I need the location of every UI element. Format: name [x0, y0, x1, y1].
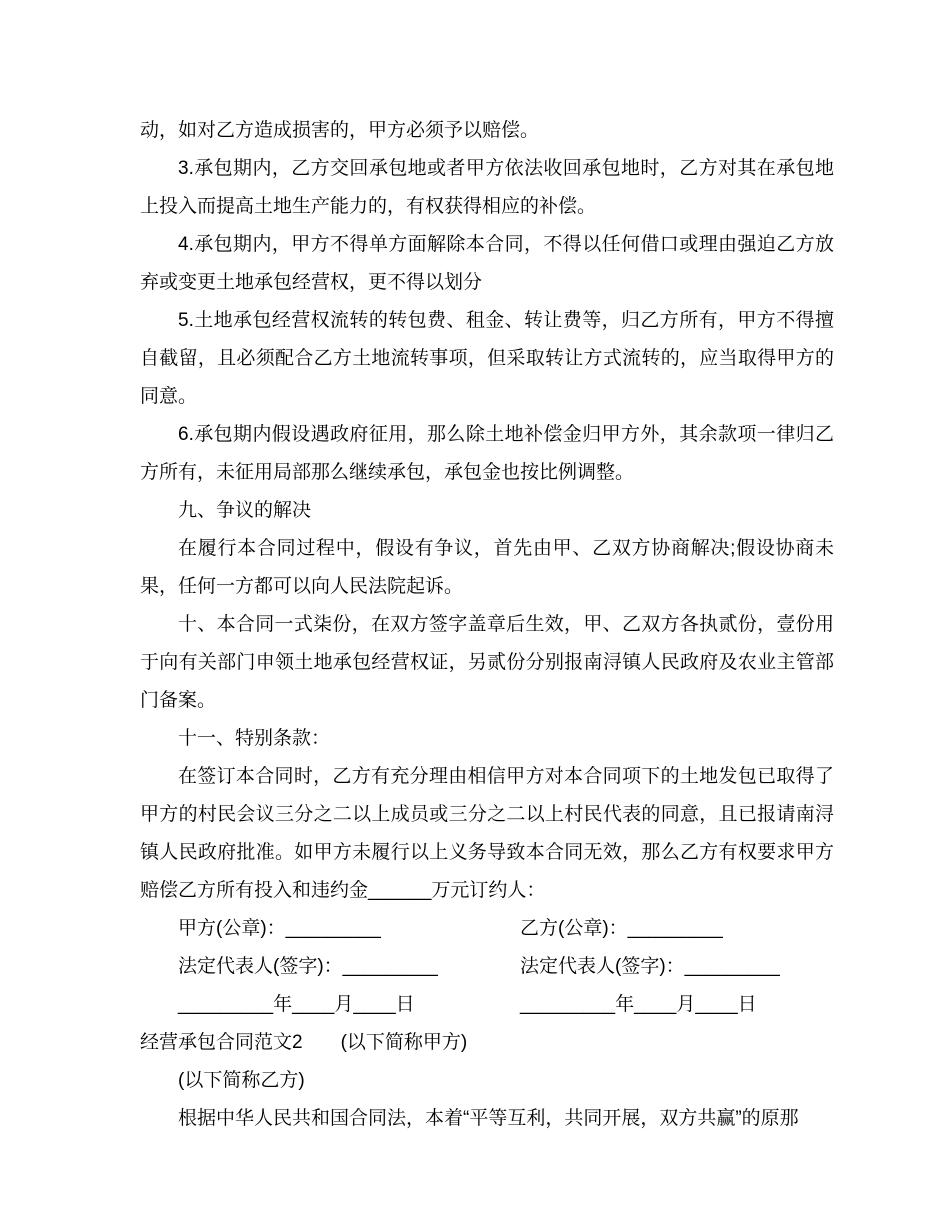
- template-2-title: 经营承包合同范文2 (以下简称甲方): [140, 1032, 468, 1053]
- section-9-heading: 九、争议的解决: [178, 500, 312, 521]
- party-b-alias: (以下简称乙方): [178, 1070, 305, 1091]
- section-11-heading: 十一、特别条款：: [178, 728, 331, 749]
- template-2-opening: 根据中华人民共和国合同法，本着“平等互利，共同开展，双方共赢”的原那: [178, 1108, 799, 1129]
- party-b-date-line: _________年____月____日: [520, 994, 757, 1015]
- paragraph-continuation: 动，如对乙方造成损害的，甲方必须予以赔偿。: [140, 120, 540, 141]
- clause-6: 6.承包期内假设遇政府征用，那么除土地补偿金归甲方外，其余款项一律归乙方所有，未征用局部那么继续承包，承包金也按比例调整。: [140, 424, 834, 483]
- party-a-date-line: _________年____月____日: [178, 994, 415, 1015]
- party-b-seal-line: 乙方(公章)：_________: [520, 918, 723, 939]
- clause-4: 4.承包期内，甲方不得单方面解除本合同，不得以任何借口或理由强迫乙方放弃或变更土地承包经营权，更不得以划分: [140, 234, 834, 293]
- signature-row-date: [140, 986, 834, 1024]
- party-a-representative-line: 法定代表人(签字)：_________: [178, 956, 438, 977]
- section-10-body: 十、本合同一式柒份，在双方签字盖章后生效，甲、乙双方各执贰份，壹份用于向有关部门申领土地承包经营权证，另贰份分别报南浔镇人民政府及农业主管部门备案。: [140, 614, 834, 711]
- party-a-seal-line: 甲方(公章)：_________: [178, 918, 381, 939]
- clause-5: 5.土地承包经营权流转的转包费、租金、转让费等，归乙方所有，甲方不得擅自截留，且必须配合乙方土地流转事项，但采取转让方式流转的，应当取得甲方的同意。: [140, 310, 834, 407]
- section-9-body: 在履行本合同过程中，假设有争议，首先由甲、乙双方协商解决;假设协商未果，任何一方都可以向人民法院起诉。: [140, 538, 834, 597]
- signature-row-seal: [140, 910, 834, 948]
- signature-row-representative: [140, 948, 834, 986]
- party-b-representative-line: 法定代表人(签字)：_________: [520, 956, 780, 977]
- section-11-body: 在签订本合同时，乙方有充分理由相信甲方对本合同项下的土地发包已取得了甲方的村民会议三分之二以上成员或三分之二以上村民代表的同意，且已报请南浔镇人民政府批准。如甲方未履行以上义务导致本合同无效，那么乙方有权要求甲方赔偿乙方所有投入和违约金______万元订约人：: [140, 766, 834, 901]
- clause-3: 3.承包期内，乙方交回承包地或者甲方依法收回承包地时，乙方对其在承包地上投入而提高土地生产能力的，有权获得相应的补偿。: [140, 158, 834, 217]
